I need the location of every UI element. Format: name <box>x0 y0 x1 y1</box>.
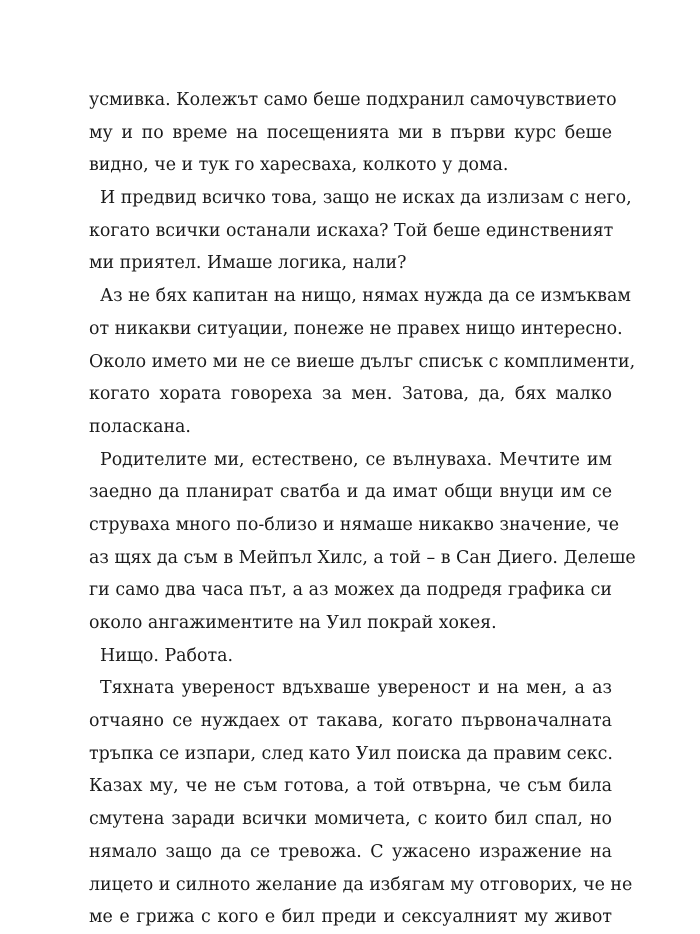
text-line: когато всички останали искаха? Той беше единственият <box>89 220 614 241</box>
text-line: смутена заради всички момичета, с които бил спал, но <box>89 809 612 830</box>
text-line: Казах му, че не съм готова, а той отвърна, че съм била <box>89 776 612 797</box>
book-page-text <box>89 84 636 934</box>
text-line: Аз не бях капитан на нищо, нямах нужда да се измъквам <box>100 286 631 307</box>
text-line: усмивка. Колежът само беше подхранил самочувствието <box>89 90 617 110</box>
text-line: И предвид всичко това, защо не исках да излизам с него, <box>100 188 632 209</box>
text-line: от никакви ситуации, понеже не правех нищо интересно. <box>89 318 623 339</box>
text-line: Нищо. Работа. <box>100 645 233 666</box>
text-line: ги само два часа път, а аз можех да подредя графика си <box>89 580 612 601</box>
text-line: ме е грижа с кого е бил преди и сексуалният му живот <box>89 907 612 928</box>
text-line: ми приятел. Имаше логика, нали? <box>89 253 407 274</box>
text-line: лицето и силното желание да избягам му отговорих, че не <box>89 874 633 895</box>
text-line: струваха много по-близо и нямаше никакво значение, че <box>89 514 620 535</box>
text-line: когато хората говореха за мен. Затова, да, бях малко <box>89 384 612 405</box>
text-line: поласкана. <box>89 416 191 437</box>
text-line: аз щях да съм в Мейпъл Хилс, а той – в Сан Диего. Делеше <box>89 547 636 568</box>
text-line: Около името ми не се виеше дълъг списък с комплименти, <box>89 351 636 372</box>
text-line: видно, че и тук го харесваха, колкото у дома. <box>89 155 509 176</box>
text-line: тръпка се изпари, след като Уил поиска да правим секс. <box>89 743 613 764</box>
text-line: нямало защо да се тревожа. С ужасено изражение на <box>89 841 612 862</box>
text-line: Тяхната увереност вдъхваше увереност и на мен, а аз <box>100 678 612 699</box>
text-line: му и по време на посещенията ми в първи курс беше <box>89 122 612 143</box>
text-line: заедно да планират сватба и да имат общи внуци им се <box>89 482 612 503</box>
text-line: Родителите ми, естествено, се вълнуваха. Мечтите им <box>100 449 612 470</box>
text-line: отчаяно се нуждаех от такава, когато първоначалната <box>89 711 612 732</box>
text-line: около ангажиментите на Уил покрай хокея. <box>89 613 497 633</box>
